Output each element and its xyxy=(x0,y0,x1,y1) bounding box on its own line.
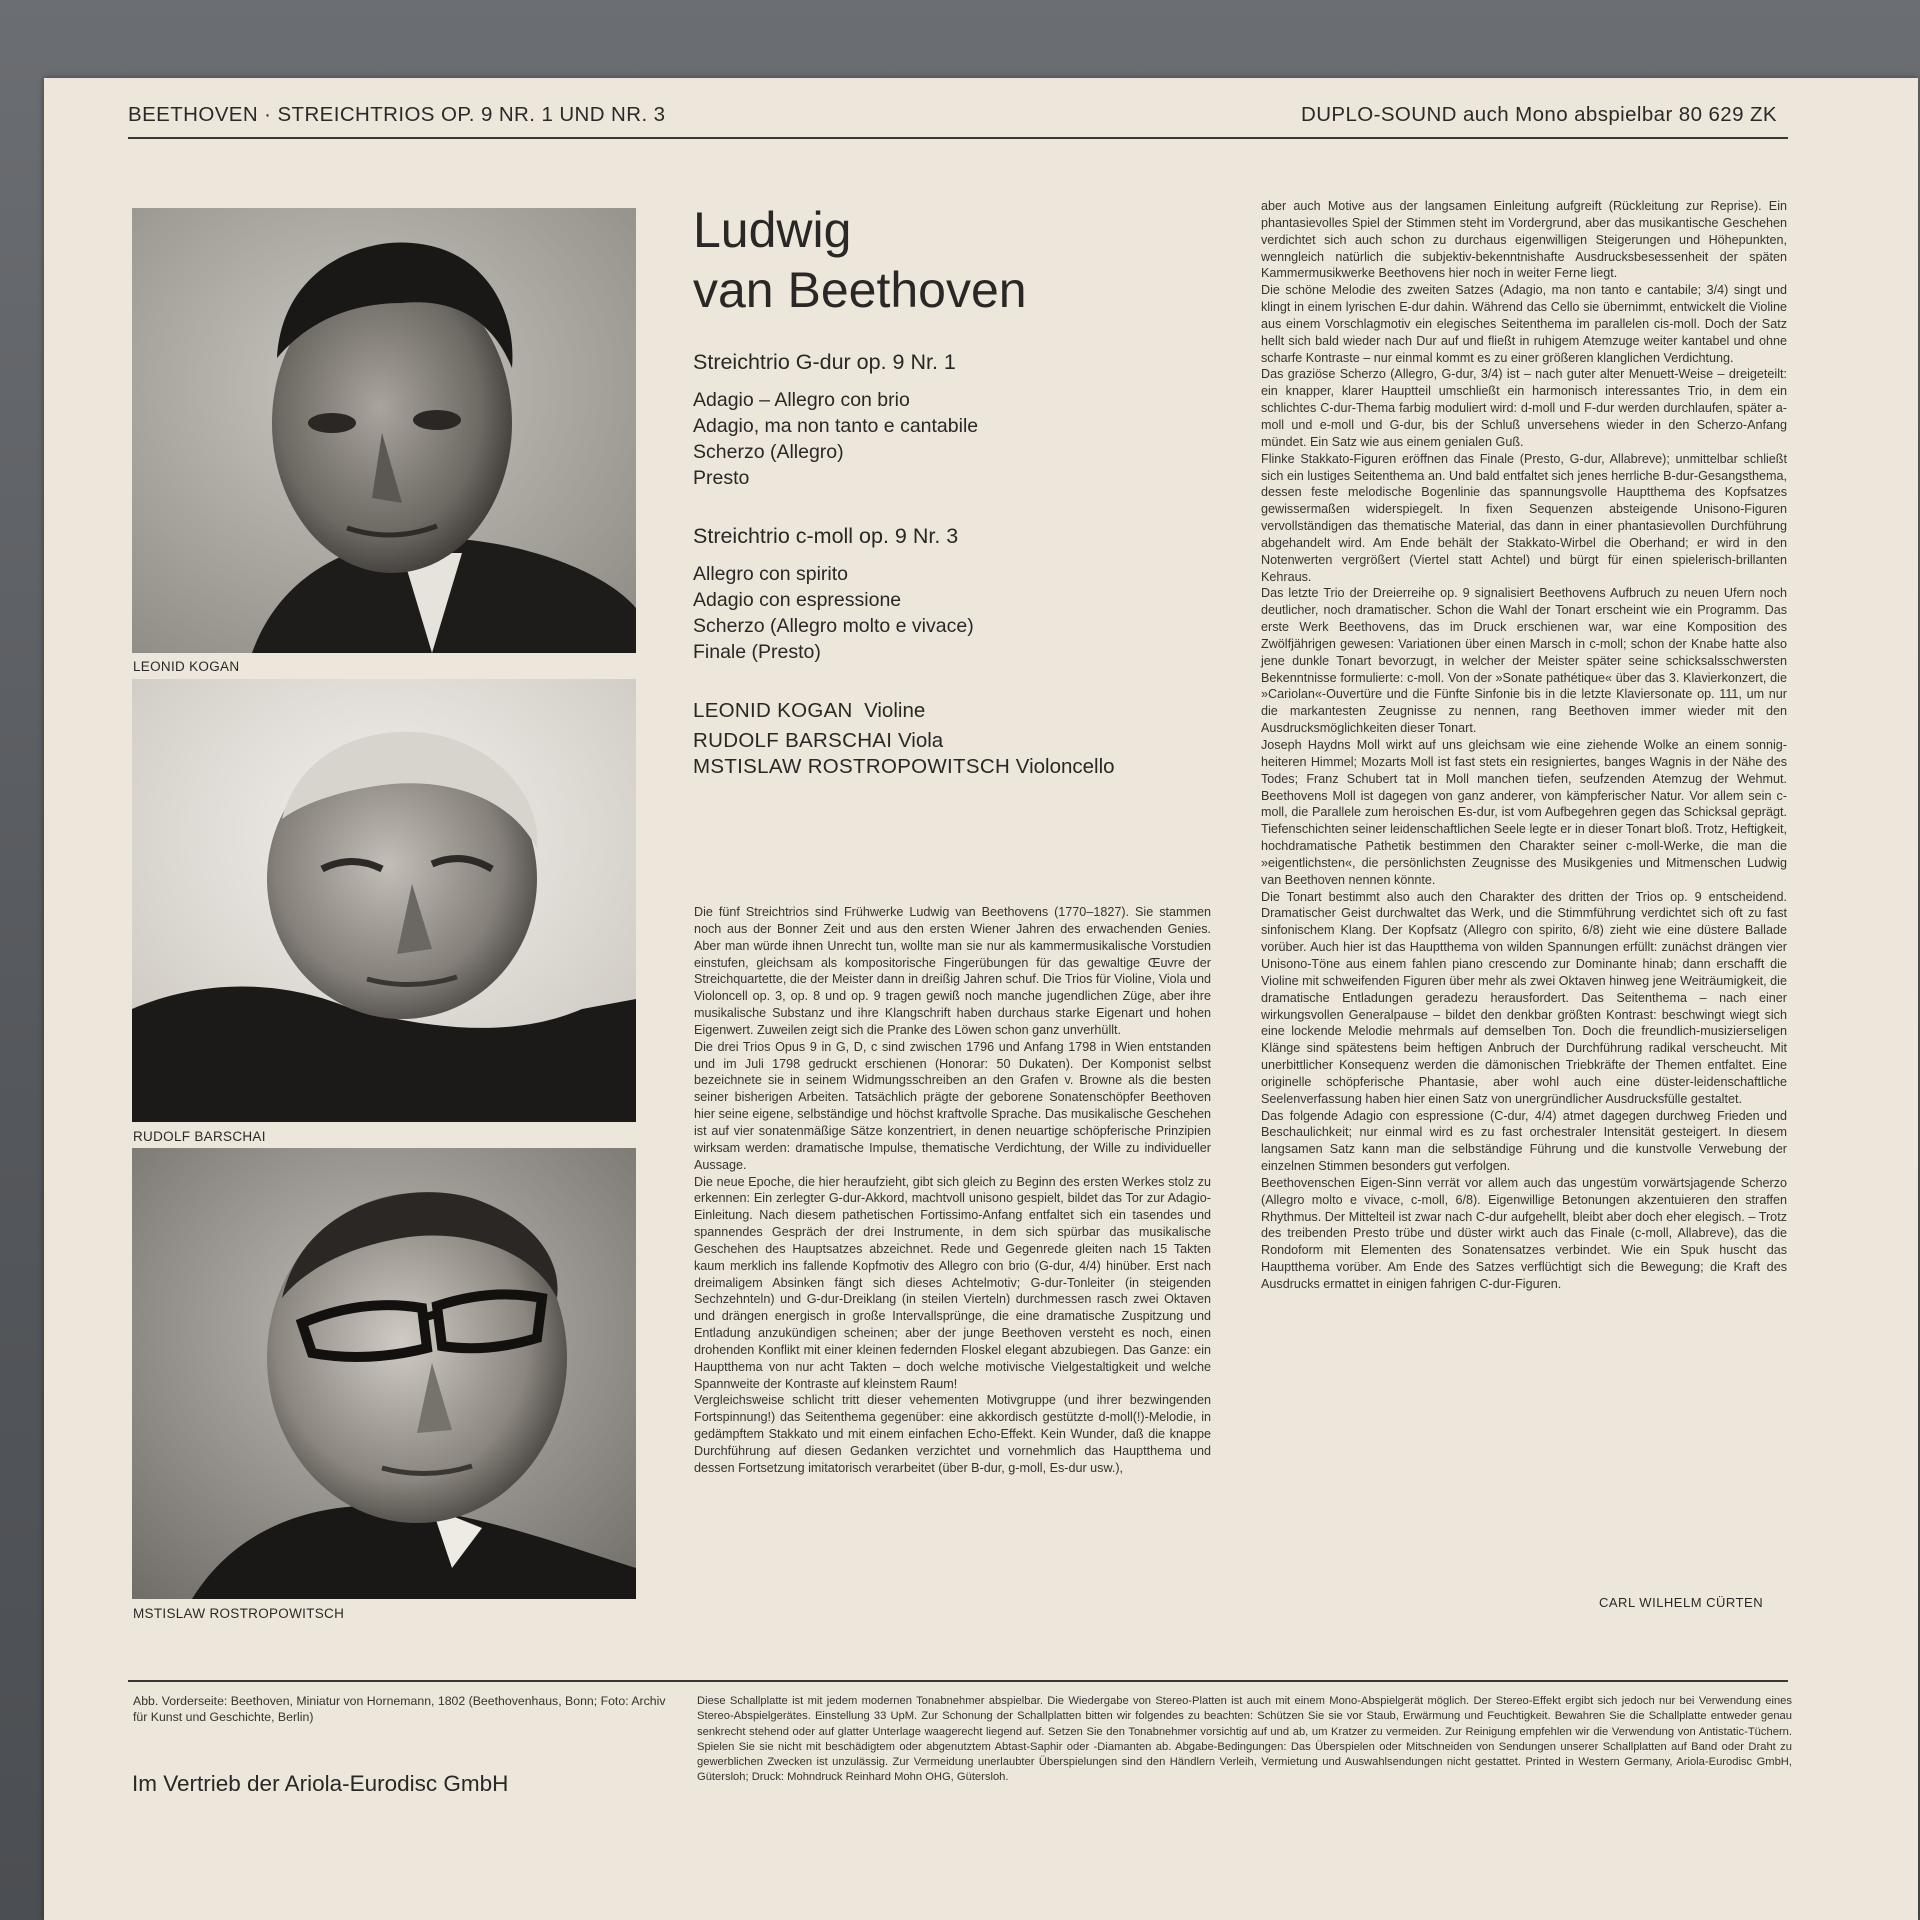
artist-instrument: Viola xyxy=(897,729,944,752)
movement-item: Finale (Presto) xyxy=(693,641,821,663)
portrait-image xyxy=(132,1148,636,1599)
liner-notes-middle-column xyxy=(694,904,1211,1477)
artist-row xyxy=(693,754,1115,780)
liner-notes-paragraph: Das folgende Adagio con espressione (C-dur, 4/4) atmet dagegen durchweg Frieden und Beschaulichkeit; nur einmal wird es zu fast orchestraler Intensität gesteigert. In diesem langsamen Satz kann man die selbständige Führung und die kunstvolle Verwebung der einzelnen Stimmen besonders gut verfolgen. xyxy=(1261,1108,1787,1174)
artist-name: LEONID KOGAN xyxy=(693,699,853,722)
distributor-line: Im Vertrieb der Ariola-Eurodisc GmbH xyxy=(132,1771,509,1796)
movement-item: Presto xyxy=(693,467,750,489)
photo-caption: LEONID KOGAN xyxy=(133,659,240,674)
liner-notes-paragraph: Beethovenschen Eigen-Sinn verrät vor allem auch das ungestüm vorwärtsjagende Scherzo (Allegro molto e vivace, c-moll, 6/8). Eigenwillige Betonungen akzentuieren den straffen Rhythmus. Der Mittelteil ist zwar nach C-dur aufgehellt, bleibt aber doch eher elegisch. – Trotz des treibenden Presto trübe und düster wirkt auch das Finale (c-moll, Allabreve), das die Rondoform mit Elementen des Sonatensatzes verbindet. Wie ein Spuk huscht das Hauptthema vorüber. Am Ende des Satzes verflüchtigt sich die Bewegung; die Kraft des Ausdrucks ermattet in einigen fahrigen C-dur-Figuren. xyxy=(1261,1175,1787,1291)
photo-caption: MSTISLAW ROSTROPOWITSCH xyxy=(133,1606,345,1621)
photo-caption: RUDOLF BARSCHAI xyxy=(133,1129,266,1144)
liner-notes-paragraph: Die drei Trios Opus 9 in G, D, c sind zwischen 1796 und Anfang 1798 in Wien entstanden und im Juli 1798 gedruckt erschienen (Honorar: 50 Dukaten). Der Komponist selbst bezeichnete sie in seinem Widmungsschreiben an den Grafen v. Browne als die besten seiner bisherigen Arbeiten. Tatsächlich prägte der geborene Sonatenschöpfer Beethoven hier seine eigene, selbständige und höchst kraftvolle Sprache. Das musikalische Geschehen ist auf vier sonatenmäßige Sätze konzentriert, in denen neuartige schöpferische Prinzipien wirksam werden: dramatische Impulse, thematische Verdichtung, der Wille zu individueller Aussage. xyxy=(694,1039,1211,1172)
artist-name: RUDOLF BARSCHAI xyxy=(693,729,893,752)
movement-item: Scherzo (Allegro molto e vivace) xyxy=(693,615,974,637)
liner-notes-paragraph: Flinke Stakkato-Figuren eröffnen das Finale (Presto, G-dur, Allabreve); unmittelbar schließt sich ein lustiges Seitenthema an. Und bald entfaltet sich jenes herrliche B-dur-Gesangsthema, dessen feste melodische Bogenlinie das spannungsvolle Hauptthema des Kopfsatzes gewissermaßen widerspiegelt. In fixen Sequenzen absteigende Unisono-Figuren vervollständigen das thematische Material, das dann in einer phantasievollen Durchführung abgehandelt wird. Am Ende behält der Stakkato-Wirbel die Oberhand; er wird in den Notenwerten vergrößert (Viertel statt Achtel) und bürgt für einen spielerisch-brillanten Kehraus. xyxy=(1261,451,1787,584)
portrait-image xyxy=(132,208,636,653)
movement-item: Adagio con espressione xyxy=(693,589,902,611)
work-title: Streichtrio G-dur op. 9 Nr. 1 xyxy=(693,350,956,374)
footer-rule xyxy=(128,1680,1788,1682)
playback-instructions: Diese Schallplatte ist mit jedem modernen Tonabnehmer abspielbar. Die Wiedergabe von Stereo-Platten ist auch mit einem Mono-Abspielgerät möglich. Der Stereo-Effekt ergibt sich jedoch nur bei Verwendung eines Stereo-Abspielgerätes. Einstellung 33 UpM. Zur Schonung der Schallplatten bitten wir folgendes zu beachten: Schützen Sie sie vor Staub, Erwärmung und Feuchtigkeit. Bewahren Sie die Schallplatte entweder genau senkrecht stehend oder auf glatter Unterlage waagerecht liegend auf. Setzen Sie den Tonabnehmer vorsichtig auf und ab, um Kratzer zu vermeiden. Zur Reinigung empfehlen wir die Verwendung von Antistatic-Tüchern. Spielen Sie sie nicht mit beschädigtem oder abgenutztem Abtast-Saphir oder -Diamanten ab. Abgabe-Bedingungen: Das Überspielen oder Mitschneiden von Sendungen unserer Schallplatten auf Band oder Draht zu gewerblichen Zwecken ist unzulässig. Zur Vermeidung unerlaubter Überspielungen sind den Händlern Verleih, Vermietung und Auswahlsendungen nicht gestattet. Printed in Western Germany, Ariola-Eurodisc GmbH, Gütersloh; Druck: Mohndruck Reinhard Mohn OHG, Gütersloh. xyxy=(697,1695,1792,1784)
artist-instrument: Violine xyxy=(864,699,926,722)
photo-rudolf-barschai xyxy=(132,679,636,1122)
liner-notes-paragraph: aber auch Motive aus der langsamen Einleitung aufgreift (Rückleitung zur Reprise). Ein phantasievolles Spiel der Stimmen steht im Vordergrund, aber das musikantische Geschehen verdichtet sich auch schon zu durchaus eigenwilligen Steigerungen und Höhepunkten, wenngleich natürlich die subjektiv-bekenntnishafte Ausdrucksbesessenheit der späten Kammermusikwerke Beethovens hier noch in weiter Ferne liegt. xyxy=(1261,199,1787,281)
liner-notes-author: CARL WILHELM CÜRTEN xyxy=(1599,1595,1764,1610)
photo-leonid-kogan xyxy=(132,208,636,653)
liner-notes-paragraph: Die schöne Melodie des zweiten Satzes (Adagio, ma non tanto e cantabile; 3/4) singt und klingt in einem lyrischen E-dur dahin. Während das Cello sie übernimmt, entwickelt die Violine aus einem Vorschlagmotiv ein elegisches Seitenthema im parallelen cis-moll. Doch der Satz hellt sich bald wieder nach Dur auf und fließt in ruhigem Atemzuge weiter kantabel und ohne scharfe Kontraste – nur einmal kommt es zu einer größeren klanglichen Verdichtung. xyxy=(1261,283,1787,365)
movement-item: Scherzo (Allegro) xyxy=(693,441,844,463)
composer-last-name: van Beethoven xyxy=(693,262,1027,318)
header-catalog-info: DUPLO-SOUND auch Mono abspielbar 80 629 ZK xyxy=(1301,103,1777,126)
liner-notes-paragraph: Die neue Epoche, die hier heraufzieht, gibt sich gleich zu Beginn des ersten Werkes stolz zu erkennen: Ein zerlegter G-dur-Akkord, machtvoll unisono gespielt, bildet das Tor zur Adagio-Einleitung. Nach diesem pathetischen Fortissimo-Anfang entfaltet sich ein tasendes und spannendes Gespräch der drei Instrumente, in dem sich spürbar das musikalische Geschehen des Hauptsatzes abzeichnet. Rede und Gegenrede gleiten nach 15 Takten kaum merklich ins fallende Kopfmotiv des Allegro con brio (G-dur, 4/4) hinüber. Erst nach dreimaligem Absinken fängt sich dieses Achtelmotiv; G-dur-Tonleiter (in steigenden Sechzehnteln) und G-dur-Dreiklang (in steilen Vierteln) durchmessen rasch zwei Oktaven und drängen energisch in große Intervallsprünge, die eine dramatische Zuspitzung und Entladung anzukündigen scheinen; aber der junge Beethoven versteht es noch, einen drohenden Konflikt mit einer kleinen federnden Floskel elegant abzubiegen. Das Ganze: ein Hauptthema von nur acht Takten – doch welche motivische Vielgestaltigkeit und welche Spannweite der Kontraste auf kleinstem Raum! xyxy=(694,1174,1211,1391)
movement-item: Adagio, ma non tanto e cantabile xyxy=(693,415,979,437)
liner-notes-paragraph: Das letzte Trio der Dreierreihe op. 9 signalisiert Beethovens Aufbruch zu neuen Ufern noch deutlicher, noch dramatischer. Schon die Wahl der Tonart erscheint wie ein Programm. Das erste Werk Beethovens, das im Druck erschienen war, war eine Komposition des Zwölfjährigen gewesen: Variationen über einen Marsch in c-moll; schon der Knabe hatte also jene dunkle Tonart bevorzugt, in welcher der Meister später seine schicksalsschwersten Bekenntnisse formulierte: c-moll. Von der »Sonate pathétique« über das 3. Klavierkonzert, die »Cariolan«-Ouvertüre und die Fünfte Sinfonie bis in die letzte Klaviersonate op. 111, um nur die markantesten Zeugnisse zu nennen, rang Beethoven immer wieder mit den Ausdrucksmöglichkeiten dieser Tonart. xyxy=(1261,586,1787,736)
movement-list xyxy=(693,561,974,665)
portrait-image xyxy=(132,679,636,1122)
movement-list xyxy=(693,387,978,491)
header-title: BEETHOVEN · STREICHTRIOS OP. 9 NR. 1 UND NR. 3 xyxy=(128,103,666,126)
liner-notes-paragraph: Vergleichsweise schlicht tritt dieser vehementen Motivgruppe (und ihrer bezwingenden Fortspinnung!) das Seitenthema gegenüber: eine akkordisch gestützte d-moll(!)-Melodie, in gedämpftem Stakkato und mit einem einfachen Echo-Effekt. Kein Wunder, daß die knappe Durchführung auf diesen Gedanken verzichtet und vornehmlich das Hauptthema und dessen Fortsetzung imitatorisch verarbeitet (über B-dur, g-moll, Es-dur usw.), xyxy=(694,1393,1211,1475)
movement-item: Allegro con spirito xyxy=(693,563,848,585)
liner-notes-paragraph: Das graziöse Scherzo (Allegro, G-dur, 3/4) ist – nach guter alter Menuett-Weise – dreigeteilt: ein knapper, klarer Hauptteil umschließt ein harmonisch interessantes Trio, in dem ein schlichtes C-dur-Thema farbig moduliert wird: d-moll und F-dur werden durchlaufen, später a-moll und e-moll und G-dur, bis der Schluß unversehens wieder in den Scherzo-Anfang mündet. Ein Satz wie aus einem genialen Guß. xyxy=(1261,367,1787,449)
composer-name xyxy=(693,200,1027,320)
artist-row xyxy=(693,728,1115,754)
composer-first-name: Ludwig xyxy=(693,202,852,258)
photo-mstislaw-rostropowitsch xyxy=(132,1148,636,1599)
liner-notes-paragraph: Die fünf Streichtrios sind Frühwerke Ludwig van Beethovens (1770–1827). Sie stammen noch aus der Bonner Zeit und aus den ersten Wiener Jahren des erwachenden Genies. Aber man würde ihnen Unrecht tun, wollte man sie nur als kammermusikalische Vorstudien einstufen, gleichsam als kompositorische Fingerübungen für das gewaltige Œuvre der Streichquartette, die der Meister dann in dreißig Jahren schuf. Die Trios für Violine, Viola und Violoncell op. 3, op. 8 und op. 9 tragen gewiß noch manche jugendlichen Züge, aber ihre musikalische Substanz und ihre Klangschrift haben durchaus starke Eigenart und hohen Eigenwert. Zuweilen zeigt sich die Pranke des Löwen schon ganz unverhüllt. xyxy=(694,905,1211,1037)
cover-image-credit: Abb. Vorderseite: Beethoven, Miniatur von Hornemann, 1802 (Beethovenhaus, Bonn; Foto: Archiv für Kunst und Geschichte, Berlin) xyxy=(133,1694,666,1724)
artist-list xyxy=(693,694,1115,780)
artist-instrument: Violoncello xyxy=(1015,755,1115,778)
artist-row xyxy=(693,694,1115,728)
artist-name: MSTISLAW ROSTROPOWITSCH xyxy=(693,755,1011,778)
work-title: Streichtrio c-moll op. 9 Nr. 3 xyxy=(693,524,959,548)
liner-notes-right-column xyxy=(1261,198,1787,1293)
liner-notes-paragraph: Joseph Haydns Moll wirkt auf uns gleichsam wie eine ziehende Wolke an einem sonnig-heiteren Himmel; Mozarts Moll ist fast stets ein resigniertes, banges Wagnis in der Nähe des Todes; Franz Schubert tat in Moll manchen tiefen, seufzenden Atemzug der Wehmut. Beethovens Moll ist dagegen von ganz anderer, von kämpferischer Natur. Vor allem sein c-moll, die Parallele zum heroischen Es-dur, ist vom Aufbegehren gegen das Schicksal geprägt. Tiefenschichten seiner leidenschaftlichen Seele legte er in dieser Tonart bloß. Trotz, Heftigkeit, hochdramatische Pathetik bestimmen den Charakter seiner c-moll-Werke, die man die »eigentlichsten«, die persönlichsten Zeugnisse des Musikgenies und Mitmenschen Ludwig van Beethoven nennen könnte. xyxy=(1261,738,1787,887)
header-rule xyxy=(128,137,1788,139)
liner-notes-paragraph: Die Tonart bestimmt also auch den Charakter des dritten der Trios op. 9 entscheidend. Dramatischer Geist durchwaltet das Werk, und die Stimmführung verdichtet sich oft zu fast sinfonischem Klang. Der Kopfsatz (Allegro con spirito, 6/8) zieht wie eine düstere Ballade vorüber. Auch hier ist das Hauptthema von wilden Spannungen erfüllt: zunächst drängen vier Unisono-Töne aus einem fahlen piano crescendo zur Dominante hinab; dann erschafft die Violine mit schweifenden Figuren über mehr als zwei Oktaven hinweg jene Weiträumigkeit, die dramatische Entladungen geradezu herausfordert. Das Seitenthema – nach einer wirkungsvollen Generalpause – bildet den denkbar größten Kontrast: beschwingt wiegt sich eine lockende Melodie mehrmals auf demselben Ton. Doch die freundlich-musizierseligen Klänge sind spätestens beim heftigen Anbruch der Durchführung radikal verscheucht. Mit unerbittlicher Konsequenz werden die dämonischen Triebkräfte der Themen entfaltet. Eine originelle schöpferische Phantasie, aber wohl auch eine düster-leidenschaftliche Seelenverfassung haben hier einen Satz von unergründlicher Ausdrucksfülle gestaltet. xyxy=(1261,889,1787,1106)
movement-item: Adagio – Allegro con brio xyxy=(693,389,910,411)
